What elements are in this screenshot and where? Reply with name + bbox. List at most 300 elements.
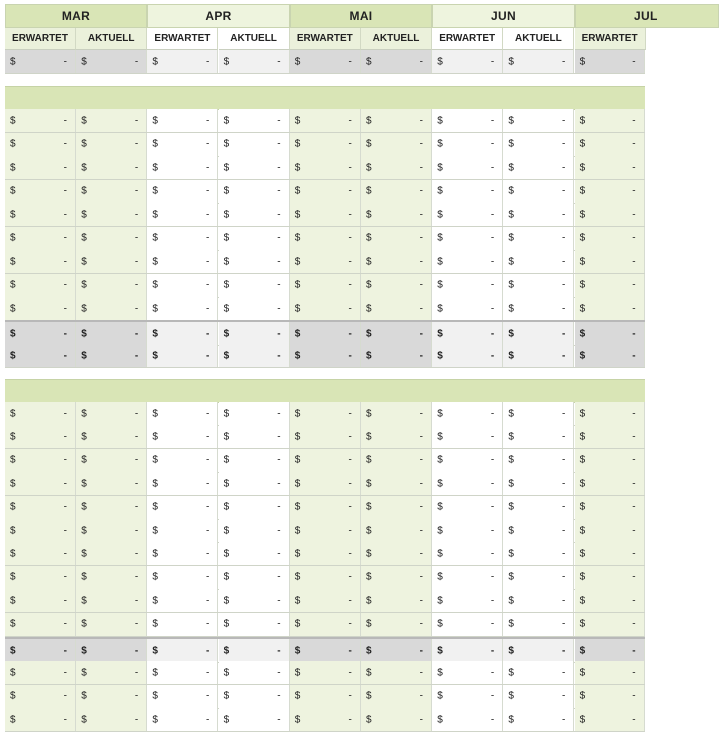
amount-cell[interactable] xyxy=(575,109,645,132)
amount-cell[interactable] xyxy=(575,250,645,273)
amount-cell[interactable] xyxy=(219,133,290,156)
amount-cell[interactable] xyxy=(361,250,432,273)
amount-value: - xyxy=(206,328,210,339)
amount-cell[interactable] xyxy=(503,250,574,273)
amount-cell[interactable] xyxy=(219,109,290,132)
amount-cell[interactable] xyxy=(432,180,503,203)
amount-cell[interactable] xyxy=(290,566,361,589)
amount-cell[interactable] xyxy=(503,496,574,519)
amount-cell[interactable] xyxy=(219,274,290,297)
amount-value: - xyxy=(134,408,139,419)
amount-cell[interactable] xyxy=(290,542,361,565)
amount-cell[interactable] xyxy=(503,589,574,612)
amount-cell[interactable] xyxy=(361,613,432,636)
amount-cell[interactable] xyxy=(76,274,147,297)
amount-cell[interactable] xyxy=(432,133,503,156)
amount-cell[interactable] xyxy=(575,708,645,731)
amount-cell[interactable] xyxy=(432,402,503,425)
currency-symbol: $ xyxy=(508,478,514,490)
amount-cell[interactable] xyxy=(147,402,218,425)
currency-symbol: $ xyxy=(579,185,586,197)
amount-cell[interactable] xyxy=(219,542,290,565)
currency-symbol: $ xyxy=(10,618,16,630)
amount-cell[interactable] xyxy=(76,50,147,73)
amount-cell[interactable] xyxy=(503,566,574,589)
amount-cell[interactable] xyxy=(575,661,645,684)
amount-cell[interactable] xyxy=(361,542,432,565)
amount-cell[interactable] xyxy=(76,297,147,320)
amount-value: - xyxy=(490,595,495,607)
amount-cell[interactable] xyxy=(5,496,76,519)
currency-symbol: $ xyxy=(508,185,514,197)
amount-cell[interactable] xyxy=(503,425,574,448)
amount-cell[interactable] xyxy=(290,322,361,345)
amount-cell[interactable] xyxy=(76,203,147,226)
amount-cell[interactable] xyxy=(361,496,432,519)
amount-cell[interactable] xyxy=(361,50,432,73)
amount-cell[interactable] xyxy=(361,180,432,203)
amount-cell[interactable] xyxy=(147,274,218,297)
amount-cell[interactable] xyxy=(147,685,218,708)
currency-symbol: $ xyxy=(294,350,301,361)
amount-cell[interactable] xyxy=(575,449,645,472)
amount-cell[interactable] xyxy=(290,133,361,156)
amount-cell[interactable] xyxy=(361,133,432,156)
amount-cell[interactable] xyxy=(5,566,76,589)
amount-cell[interactable] xyxy=(503,708,574,731)
amount-cell[interactable] xyxy=(432,344,503,367)
amount-cell[interactable] xyxy=(290,685,361,708)
amount-cell[interactable] xyxy=(432,322,503,345)
amount-cell[interactable] xyxy=(503,274,574,297)
amount-cell[interactable] xyxy=(503,449,574,472)
amount-value: - xyxy=(277,232,281,244)
amount-cell[interactable] xyxy=(432,425,503,448)
amount-cell[interactable] xyxy=(5,685,76,708)
amount-cell[interactable] xyxy=(361,639,432,662)
amount-cell[interactable] xyxy=(219,519,290,542)
amount-cell[interactable] xyxy=(432,589,503,612)
amount-value: - xyxy=(490,408,495,419)
amount-cell[interactable] xyxy=(503,613,574,636)
amount-cell[interactable] xyxy=(290,496,361,519)
amount-cell[interactable] xyxy=(432,156,503,179)
amount-cell[interactable] xyxy=(219,613,290,636)
amount-value: - xyxy=(348,115,352,126)
amount-value: - xyxy=(277,115,281,126)
amount-cell[interactable] xyxy=(147,250,218,273)
amount-cell[interactable] xyxy=(432,109,503,132)
amount-cell[interactable] xyxy=(575,297,645,320)
amount-value: - xyxy=(632,618,636,630)
amount-value: - xyxy=(348,350,352,361)
amount-value: - xyxy=(134,256,139,267)
amount-cell[interactable] xyxy=(432,449,503,472)
amount-cell[interactable] xyxy=(432,50,503,73)
amount-cell[interactable] xyxy=(290,344,361,367)
amount-cell[interactable] xyxy=(5,661,76,684)
amount-cell[interactable] xyxy=(290,180,361,203)
amount-cell[interactable] xyxy=(76,519,147,542)
amount-cell[interactable] xyxy=(290,109,361,132)
amount-cell[interactable] xyxy=(76,708,147,731)
amount-cell[interactable] xyxy=(432,639,503,662)
amount-cell[interactable] xyxy=(432,472,503,495)
month-header-jul: JUL xyxy=(575,4,719,28)
amount-cell[interactable] xyxy=(503,203,574,226)
amount-cell[interactable] xyxy=(361,344,432,367)
amount-cell[interactable] xyxy=(575,519,645,542)
amount-cell[interactable] xyxy=(290,425,361,448)
amount-cell[interactable] xyxy=(5,589,76,612)
amount-value: - xyxy=(63,56,67,67)
currency-symbol: $ xyxy=(508,328,514,339)
amount-cell[interactable] xyxy=(503,685,574,708)
amount-cell[interactable] xyxy=(5,402,76,425)
amount-cell[interactable] xyxy=(147,109,218,132)
currency-symbol: $ xyxy=(223,690,230,702)
amount-value: - xyxy=(134,501,139,513)
amount-cell[interactable] xyxy=(76,542,147,565)
amount-cell[interactable] xyxy=(503,180,574,203)
amount-cell[interactable] xyxy=(5,425,76,448)
amount-cell[interactable] xyxy=(503,133,574,156)
amount-cell[interactable] xyxy=(147,472,218,495)
currency-symbol: $ xyxy=(579,595,586,607)
amount-cell[interactable] xyxy=(290,50,361,73)
amount-cell[interactable] xyxy=(503,227,574,250)
amount-cell[interactable] xyxy=(361,425,432,448)
amount-cell[interactable] xyxy=(5,50,76,73)
amount-value: - xyxy=(490,431,495,443)
amount-value: - xyxy=(490,618,495,630)
amount-cell[interactable] xyxy=(361,449,432,472)
amount-cell[interactable] xyxy=(361,519,432,542)
currency-symbol: $ xyxy=(81,595,87,607)
amount-value: - xyxy=(206,279,210,291)
amount-cell[interactable] xyxy=(219,661,290,684)
amount-cell[interactable] xyxy=(5,250,76,273)
amount-cell[interactable] xyxy=(219,50,290,73)
currency-symbol: $ xyxy=(152,185,158,197)
amount-cell[interactable] xyxy=(219,402,290,425)
amount-cell[interactable] xyxy=(361,274,432,297)
amount-cell[interactable] xyxy=(290,472,361,495)
amount-cell[interactable] xyxy=(575,227,645,250)
amount-cell[interactable] xyxy=(76,156,147,179)
amount-cell[interactable] xyxy=(219,639,290,662)
amount-cell[interactable] xyxy=(503,50,574,73)
amount-cell[interactable] xyxy=(361,322,432,345)
amount-cell[interactable] xyxy=(76,133,147,156)
amount-cell[interactable] xyxy=(147,542,218,565)
amount-cell[interactable] xyxy=(76,449,147,472)
amount-cell[interactable] xyxy=(290,449,361,472)
amount-cell[interactable] xyxy=(432,566,503,589)
amount-cell[interactable] xyxy=(5,109,76,132)
amount-cell[interactable] xyxy=(432,274,503,297)
amount-cell[interactable] xyxy=(147,566,218,589)
amount-cell[interactable] xyxy=(575,203,645,226)
amount-cell[interactable] xyxy=(361,156,432,179)
amount-cell[interactable] xyxy=(290,589,361,612)
amount-cell[interactable] xyxy=(575,402,645,425)
amount-cell[interactable] xyxy=(5,274,76,297)
amount-cell[interactable] xyxy=(5,322,76,345)
currency-symbol: $ xyxy=(294,431,301,443)
amount-cell[interactable] xyxy=(76,613,147,636)
amount-cell[interactable] xyxy=(219,250,290,273)
amount-cell[interactable] xyxy=(290,402,361,425)
amount-cell[interactable] xyxy=(503,639,574,662)
currency-symbol: $ xyxy=(223,431,230,443)
amount-cell[interactable] xyxy=(432,542,503,565)
amount-cell[interactable] xyxy=(575,613,645,636)
amount-cell[interactable] xyxy=(432,708,503,731)
amount-cell[interactable] xyxy=(219,708,290,731)
amount-cell[interactable] xyxy=(575,685,645,708)
amount-cell[interactable] xyxy=(5,203,76,226)
amount-cell[interactable] xyxy=(147,156,218,179)
currency-symbol: $ xyxy=(10,645,16,656)
amount-cell[interactable] xyxy=(219,425,290,448)
amount-cell[interactable] xyxy=(76,250,147,273)
amount-value: - xyxy=(134,138,139,150)
amount-cell[interactable] xyxy=(432,661,503,684)
amount-cell[interactable] xyxy=(219,685,290,708)
amount-value: - xyxy=(562,525,566,536)
amount-cell[interactable] xyxy=(147,227,218,250)
amount-cell[interactable] xyxy=(575,274,645,297)
amount-cell[interactable] xyxy=(147,344,218,367)
amount-cell[interactable] xyxy=(575,566,645,589)
currency-symbol: $ xyxy=(366,501,372,513)
amount-cell[interactable] xyxy=(5,639,76,662)
amount-cell[interactable] xyxy=(290,203,361,226)
amount-cell[interactable] xyxy=(575,542,645,565)
amount-cell[interactable] xyxy=(575,639,645,662)
amount-cell[interactable] xyxy=(219,566,290,589)
currency-symbol: $ xyxy=(366,618,372,630)
currency-symbol: $ xyxy=(294,714,301,725)
summary-row xyxy=(5,50,645,74)
amount-cell[interactable] xyxy=(575,50,645,73)
amount-cell[interactable] xyxy=(5,180,76,203)
amount-cell[interactable] xyxy=(5,344,76,367)
amount-cell[interactable] xyxy=(219,180,290,203)
amount-cell[interactable] xyxy=(147,50,218,73)
amount-cell[interactable] xyxy=(361,589,432,612)
amount-cell[interactable] xyxy=(219,589,290,612)
currency-symbol: $ xyxy=(223,454,230,466)
amount-cell[interactable] xyxy=(76,227,147,250)
amount-cell[interactable] xyxy=(76,566,147,589)
amount-cell[interactable] xyxy=(5,133,76,156)
amount-cell[interactable] xyxy=(290,708,361,731)
amount-cell[interactable] xyxy=(147,322,218,345)
amount-cell[interactable] xyxy=(147,613,218,636)
amount-cell[interactable] xyxy=(147,639,218,662)
amount-cell[interactable] xyxy=(219,297,290,320)
amount-cell[interactable] xyxy=(361,109,432,132)
amount-cell[interactable] xyxy=(5,613,76,636)
amount-cell[interactable] xyxy=(290,519,361,542)
amount-cell[interactable] xyxy=(432,227,503,250)
amount-cell[interactable] xyxy=(147,180,218,203)
amount-cell[interactable] xyxy=(361,661,432,684)
amount-cell[interactable] xyxy=(503,322,574,345)
amount-cell[interactable] xyxy=(503,344,574,367)
total-row xyxy=(5,637,645,663)
amount-cell[interactable] xyxy=(76,639,147,662)
amount-cell[interactable] xyxy=(575,344,645,367)
amount-cell[interactable] xyxy=(219,472,290,495)
amount-cell[interactable] xyxy=(219,156,290,179)
amount-cell[interactable] xyxy=(575,180,645,203)
currency-symbol: $ xyxy=(366,56,372,67)
amount-cell[interactable] xyxy=(5,227,76,250)
amount-cell[interactable] xyxy=(432,203,503,226)
amount-cell[interactable] xyxy=(147,708,218,731)
amount-cell[interactable] xyxy=(432,297,503,320)
amount-cell[interactable] xyxy=(147,203,218,226)
currency-symbol: $ xyxy=(81,501,87,513)
amount-cell[interactable] xyxy=(76,425,147,448)
amount-cell[interactable] xyxy=(361,566,432,589)
amount-value: - xyxy=(562,138,566,150)
amount-cell[interactable] xyxy=(290,661,361,684)
amount-cell[interactable] xyxy=(219,227,290,250)
currency-symbol: $ xyxy=(294,56,301,67)
amount-value: - xyxy=(63,232,67,244)
currency-symbol: $ xyxy=(152,350,158,361)
amount-value: - xyxy=(206,431,210,443)
amount-cell[interactable] xyxy=(575,472,645,495)
amount-cell[interactable] xyxy=(5,297,76,320)
amount-value: - xyxy=(206,501,210,513)
currency-symbol: $ xyxy=(508,209,514,220)
amount-cell[interactable] xyxy=(290,274,361,297)
amount-cell[interactable] xyxy=(575,589,645,612)
amount-cell[interactable] xyxy=(76,109,147,132)
amount-cell[interactable] xyxy=(361,402,432,425)
amount-cell[interactable] xyxy=(575,156,645,179)
amount-cell[interactable] xyxy=(290,156,361,179)
currency-symbol: $ xyxy=(508,115,514,126)
amount-cell[interactable] xyxy=(76,322,147,345)
amount-cell[interactable] xyxy=(76,589,147,612)
amount-cell[interactable] xyxy=(503,542,574,565)
amount-cell[interactable] xyxy=(76,685,147,708)
amount-cell[interactable] xyxy=(147,425,218,448)
amount-cell[interactable] xyxy=(361,708,432,731)
amount-cell[interactable] xyxy=(575,425,645,448)
amount-cell[interactable] xyxy=(219,496,290,519)
amount-cell[interactable] xyxy=(575,133,645,156)
amount-cell[interactable] xyxy=(290,613,361,636)
amount-cell[interactable] xyxy=(5,472,76,495)
table-row xyxy=(5,566,645,590)
amount-cell[interactable] xyxy=(76,661,147,684)
amount-cell[interactable] xyxy=(5,156,76,179)
amount-cell[interactable] xyxy=(361,297,432,320)
amount-cell[interactable] xyxy=(432,519,503,542)
currency-symbol: $ xyxy=(366,209,372,220)
amount-cell[interactable] xyxy=(147,519,218,542)
amount-cell[interactable] xyxy=(503,297,574,320)
amount-value: - xyxy=(632,162,636,173)
amount-cell[interactable] xyxy=(76,496,147,519)
amount-cell[interactable] xyxy=(219,344,290,367)
currency-symbol: $ xyxy=(223,256,230,267)
amount-cell[interactable] xyxy=(219,449,290,472)
amount-cell[interactable] xyxy=(290,227,361,250)
amount-cell[interactable] xyxy=(432,496,503,519)
amount-value: - xyxy=(134,454,139,466)
currency-symbol: $ xyxy=(366,595,372,607)
amount-cell[interactable] xyxy=(432,685,503,708)
amount-cell[interactable] xyxy=(76,344,147,367)
amount-cell[interactable] xyxy=(76,402,147,425)
currency-symbol: $ xyxy=(437,667,443,678)
amount-cell[interactable] xyxy=(5,519,76,542)
amount-cell[interactable] xyxy=(290,297,361,320)
amount-cell[interactable] xyxy=(361,227,432,250)
amount-cell[interactable] xyxy=(503,156,574,179)
amount-cell[interactable] xyxy=(361,203,432,226)
amount-cell[interactable] xyxy=(290,250,361,273)
currency-symbol: $ xyxy=(437,279,443,291)
amount-cell[interactable] xyxy=(503,109,574,132)
currency-symbol: $ xyxy=(366,667,372,678)
amount-cell[interactable] xyxy=(432,250,503,273)
amount-cell[interactable] xyxy=(147,496,218,519)
amount-cell[interactable] xyxy=(361,685,432,708)
currency-symbol: $ xyxy=(294,162,301,173)
amount-cell[interactable] xyxy=(76,472,147,495)
amount-value: - xyxy=(562,256,566,267)
amount-cell[interactable] xyxy=(147,661,218,684)
amount-cell[interactable] xyxy=(503,661,574,684)
amount-cell[interactable] xyxy=(575,496,645,519)
currency-symbol: $ xyxy=(294,548,301,560)
table-row xyxy=(5,402,645,426)
amount-cell[interactable] xyxy=(219,203,290,226)
amount-cell[interactable] xyxy=(503,472,574,495)
amount-value: - xyxy=(134,525,139,536)
amount-cell[interactable] xyxy=(5,542,76,565)
amount-cell[interactable] xyxy=(575,322,645,345)
amount-cell[interactable] xyxy=(503,402,574,425)
amount-cell[interactable] xyxy=(147,449,218,472)
amount-cell[interactable] xyxy=(5,449,76,472)
amount-cell[interactable] xyxy=(76,180,147,203)
amount-cell[interactable] xyxy=(503,519,574,542)
amount-value: - xyxy=(206,454,210,466)
amount-cell[interactable] xyxy=(219,322,290,345)
amount-cell[interactable] xyxy=(147,133,218,156)
currency-symbol: $ xyxy=(223,162,230,173)
amount-value: - xyxy=(419,571,423,583)
amount-cell[interactable] xyxy=(147,297,218,320)
amount-cell[interactable] xyxy=(361,472,432,495)
amount-cell[interactable] xyxy=(5,708,76,731)
amount-cell[interactable] xyxy=(290,639,361,662)
amount-cell[interactable] xyxy=(432,613,503,636)
amount-cell[interactable] xyxy=(147,589,218,612)
currency-symbol: $ xyxy=(152,525,158,536)
currency-symbol: $ xyxy=(294,690,301,702)
